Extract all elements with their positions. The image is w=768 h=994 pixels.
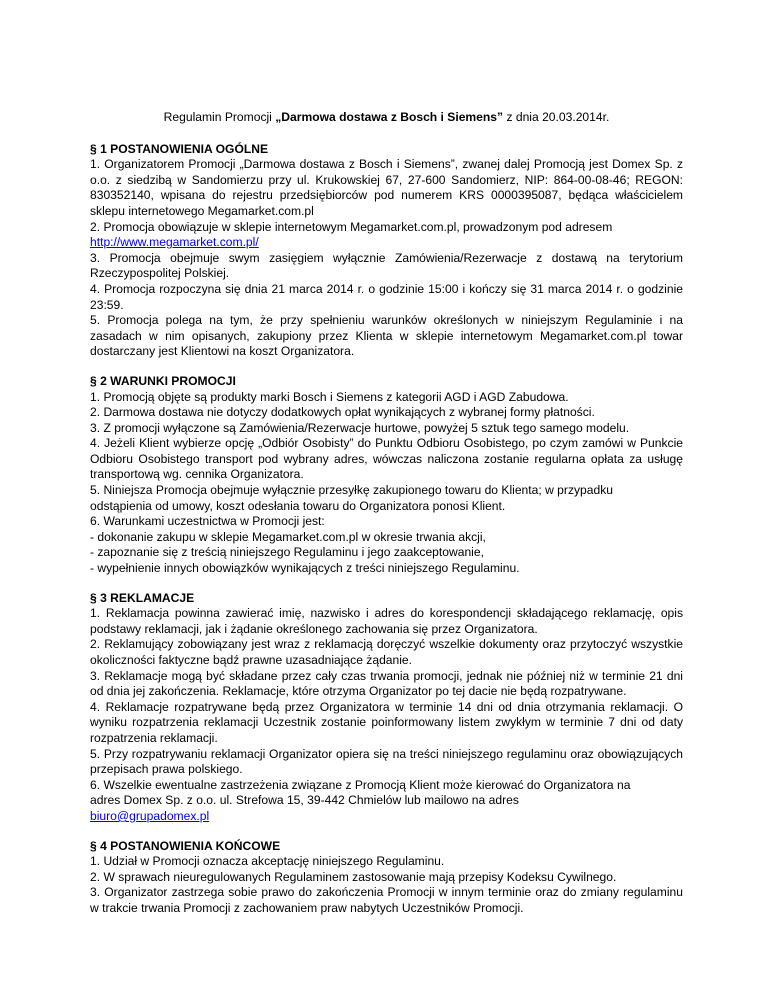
section-2-item-4: 4. Jeżeli Klient wybierze opcję „Odbiór Osobisty” do Punktu Odbioru Osobistego, po czym zamówi w Punkcie Odbioru Osobistego transport pod wybrany adres, wówczas naliczona zostanie regularna opłata za usługę transportową wg. cennika Organizatora. xyxy=(90,436,683,482)
section-2-item-5a: 5. Niniejsza Promocja obejmuje wyłącznie przesyłkę zakupionego towaru do Klienta; w przypadku xyxy=(90,483,613,498)
title-promo-name: „Darmowa dostawa z Bosch i Siemens” xyxy=(275,110,504,124)
section-3-heading: § 3 REKLAMACJE xyxy=(90,590,195,605)
section-4 xyxy=(90,839,683,917)
section-3 xyxy=(90,591,683,825)
section-4-heading: § 4 POSTANOWIENIA KOŃCOWE xyxy=(90,838,281,853)
section-4-item-3: 3. Organizator zastrzega sobie prawo do zakończenia Promocji w innym terminie oraz do zmiany regulaminu w trakcie trwania Promocji z zachowaniem praw nabytych Uczestników Promocji. xyxy=(90,885,683,915)
section-2-item-6: 6. Warunkami uczestnictwa w Promocji jest: xyxy=(90,514,325,529)
section-1-item-4: 4. Promocja rozpoczyna się dnia 21 marca 2014 r. o godzinie 15:00 i kończy się 31 marca 2014 r. o godzinie 23:59. xyxy=(90,281,683,312)
section-2-item-3: 3. Z promocji wyłączone są Zamówienia/Rezerwacje hurtowe, powyżej 5 sztuk tego samego modelu. xyxy=(90,420,630,435)
title-prefix: Regulamin Promocji xyxy=(163,110,276,124)
section-2-bullet-3: - wypełnienie innych obowiązków wynikających z treści niniejszego Regulaminu. xyxy=(90,561,520,576)
title-date: z dnia 20.03.2014r. xyxy=(503,110,610,124)
section-2-item-5b: odstąpienia od umowy, koszt odesłania towaru do Organizatora ponosi Klient. xyxy=(90,498,506,513)
section-3-item-3: 3. Reklamacje mogą być składane przez cały czas trwania promocji, jednak nie później niż w terminie 21 dni od dnia jej zakończenia. Reklamacje, które otrzyma Organizator po tej dacie nie będą rozpatrywane. xyxy=(90,668,683,699)
email-link[interactable]: biuro@grupadomex.pl xyxy=(90,808,210,823)
section-3-item-6b: adres Domex Sp. z o.o. ul. Strefowa 15, 39-442 Chmielów lub mailowo na adres xyxy=(90,793,519,808)
section-2-heading: § 2 WARUNKI PROMOCJI xyxy=(90,373,236,388)
section-1-item-1: 1. Organizatorem Promocji „Darmowa dostawa z Bosch i Siemens”, zwanej dalej Promocją jest Domex Sp. z o.o. z siedzibą w Sandomierzu przy ul. Krukowskiej 67, 27-600 Sandomierz, NIP: 864-00-08-46; REGON: 830352140, wpisana do rejestru przedsiębiorców pod numerem KRS 0000395087, będąca właścicielem sklepu internetowego Megamarket.com.pl xyxy=(90,157,683,218)
megamarket-link[interactable]: http://www.megamarket.com.pl/ xyxy=(90,235,259,250)
section-3-item-4: 4. Reklamacje rozpatrywane będą przez Organizatora w terminie 14 dni od dnia otrzymania reklamacji. O wyniku rozpatrzenia reklamacji Uczestnik zostanie poinformowany listem zwykłym w terminie 7 dni od daty rozpatrzenia reklamacji. xyxy=(90,699,683,745)
section-4-item-2: 2. W sprawach nieuregulowanych Regulaminem zastosowanie mają przepisy Kodeksu Cywilnego. xyxy=(90,869,617,884)
section-3-item-5: 5. Przy rozpatrywaniu reklamacji Organizator opiera się na treści niniejszego regulaminu oraz obowiązujących przepisach prawa polskiego. xyxy=(90,746,683,777)
section-3-item-6a: 6. Wszelkie ewentualne zastrzeżenia związane z Promocją Klient może kierować do Organizatora na xyxy=(90,777,631,792)
section-1 xyxy=(90,142,683,360)
document-title xyxy=(90,110,683,126)
section-2-item-2: 2. Darmowa dostawa nie dotyczy dodatkowych opłat wynikających z wybranej formy płatności. xyxy=(90,405,595,420)
section-1-item-2: 2. Promocja obowiązuje w sklepie internetowym Megamarket.com.pl, prowadzonym pod adresem xyxy=(90,219,613,234)
section-1-item-3: 3. Promocja obejmuje swym zasięgiem wyłącznie Zamówienia/Rezerwacje z dostawą na terytorium Rzeczypospolitej Polskiej. xyxy=(90,250,683,281)
section-1-item-5: 5. Promocja polega na tym, że przy spełnieniu warunków określonych w niniejszym Regulaminie i na zasadach w nim opisanych, zakupiony przez Klienta w sklepie internetowym Megamarket.com.pl towar dostarczany jest Klientowi na koszt Organizatora. xyxy=(90,313,683,359)
section-4-item-1: 1. Udział w Promocji oznacza akceptację niniejszego Regulaminu. xyxy=(90,854,445,869)
section-2-bullet-1: - dokonanie zakupu w sklepie Megamarket.com.pl w okresie trwania akcji, xyxy=(90,529,486,544)
section-2-bullet-2: - zapoznanie się z treścią niniejszego Regulaminu i jego zaakceptowanie, xyxy=(90,545,484,560)
section-1-heading: § 1 POSTANOWIENIA OGÓLNE xyxy=(90,141,269,156)
section-3-item-2: 2. Reklamujący zobowiązany jest wraz z reklamacją doręczyć wszelkie dokumenty oraz przytoczyć wszystkie okoliczności faktyczne bądź prawne uzasadniające żądanie. xyxy=(90,637,683,667)
section-2-item-1: 1. Promocją objęte są produkty marki Bosch i Siemens z kategorii AGD i AGD Zabudowa. xyxy=(90,389,569,404)
section-2 xyxy=(90,374,683,577)
section-3-item-1: 1. Reklamacja powinna zawierać imię, nazwisko i adres do korespondencji składającego reklamację, opis podstawy reklamacji, jak i żądanie określonego zachowania się przez Organizatora. xyxy=(90,606,683,636)
